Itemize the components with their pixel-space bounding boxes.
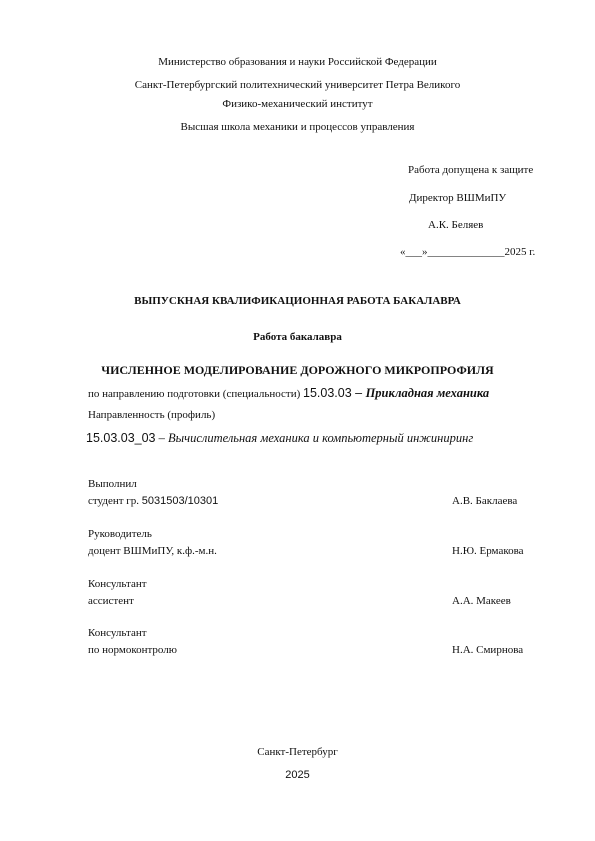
school-text: Высшая школа механики и процессов управления — [180, 121, 415, 133]
approval-director: Директор ВШМиПУ — [409, 192, 507, 204]
direction-name: Прикладная механика — [365, 386, 490, 400]
signature-role: Руководитель — [88, 528, 152, 540]
profile-name: – Вычислительная механика и компьютерный инжиниринг — [155, 431, 474, 445]
footer-year: 2025 — [285, 769, 310, 781]
topic-title: ЧИСЛЕННОЕ МОДЕЛИРОВАНИЕ ДОРОЖНОГО МИКРОПРОФИЛЯ — [101, 363, 494, 377]
footer-city: Санкт-Петербург — [257, 746, 338, 758]
work-type-title: ВЫПУСКНАЯ КВАЛИФИКАЦИОННАЯ РАБОТА БАКАЛАВРА — [134, 295, 461, 307]
work-subtype: Работа бакалавра — [253, 331, 342, 343]
institute-text: Физико-механический институт — [222, 98, 373, 110]
signature-name: А.А. Макеев — [452, 595, 511, 607]
signature-role: Выполнил — [88, 478, 137, 490]
signature-name: Н.А. Смирнова — [452, 644, 524, 656]
profile-code: 15.03.03_03 — [86, 431, 156, 445]
ministry-text: Министерство образования и науки Российской Федерации — [158, 56, 437, 68]
approval-name: А.К. Беляев — [428, 219, 484, 231]
signature-name: Н.Ю. Ермакова — [452, 545, 524, 557]
signature-position: по нормоконтролю — [88, 644, 177, 656]
direction-code: 15.03.03 – — [303, 386, 366, 400]
direction-line — [88, 386, 489, 401]
signature-role: Консультант — [88, 627, 147, 639]
signature-role: Консультант — [88, 578, 147, 590]
signature-name: А.В. Баклаева — [452, 495, 518, 507]
university-text: Санкт-Петербургский политехнический университет Петра Великого — [134, 79, 461, 91]
signature-position: доцент ВШМиПУ, к.ф.-м.н. — [88, 545, 217, 557]
direction-prefix: по направлению подготовки (специальности) — [88, 388, 304, 400]
signature-position: ассистент — [88, 595, 134, 607]
profile-line — [86, 431, 473, 446]
profile-label: Направленность (профиль) — [88, 409, 216, 421]
signature-position: студент гр. 5031503/10301 — [88, 495, 219, 507]
approval-admitted: Работа допущена к защите — [408, 164, 534, 176]
approval-date: «___»______________2025 г. — [400, 246, 536, 258]
